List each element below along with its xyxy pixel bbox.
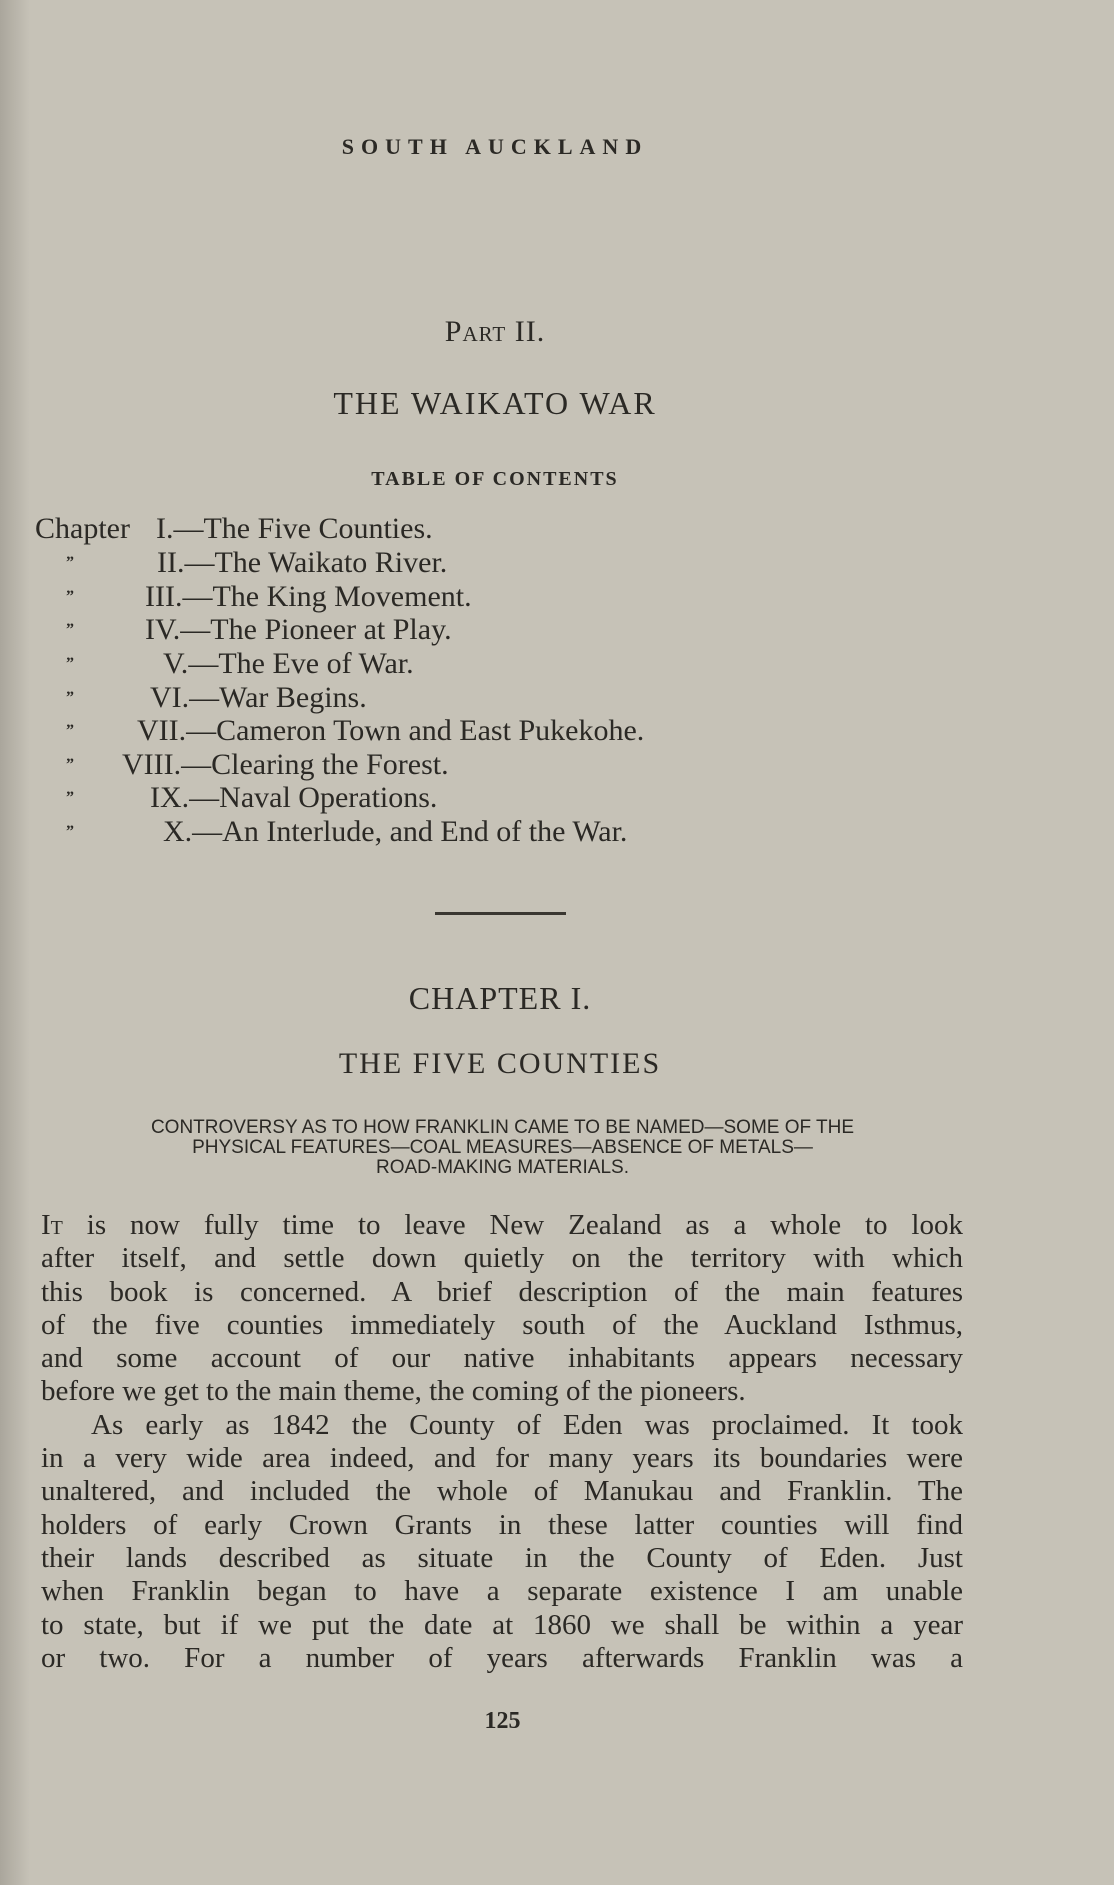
body-text	[41, 1209, 963, 1675]
toc-ditto-mark: ”	[66, 823, 74, 840]
body-line: in a very wide area indeed, and for many years its boundaries were	[41, 1442, 963, 1475]
toc-title: —The King Movement.	[182, 580, 472, 613]
body-line: to state, but if we put the date at 1860 we shall be within a year	[41, 1608, 963, 1641]
section-divider	[435, 912, 566, 915]
body-line	[41, 1209, 963, 1242]
body-line: of the five counties immediately south of the Auckland Isthmus,	[41, 1308, 963, 1341]
body-line: their lands described as situate in the County of Eden. Just	[41, 1541, 963, 1574]
toc-title: —The Waikato River.	[184, 546, 448, 579]
toc-title: —The Pioneer at Play.	[180, 613, 452, 646]
toc-entry	[157, 546, 447, 580]
body-line: unaltered, and included the whole of Manukau and Franklin. The	[41, 1475, 963, 1508]
running-head: SOUTH AUCKLAND	[341, 134, 649, 159]
toc-title: —War Begins.	[189, 681, 367, 714]
toc-numeral: IX.	[150, 781, 190, 814]
book-title: THE WAIKATO WAR	[333, 385, 657, 421]
toc-entry	[145, 580, 472, 614]
toc-numeral: I.	[155, 512, 174, 545]
toc-numeral: VIII.	[122, 748, 182, 781]
chapter-title: CHAPTER I.	[408, 980, 592, 1016]
toc-numeral: II.	[157, 546, 185, 579]
toc-numeral: VI.	[150, 681, 190, 714]
toc-entry	[163, 815, 627, 849]
body-line: holders of early Crown Grants in these latter counties will find	[41, 1508, 963, 1541]
part-title	[0, 315, 990, 349]
toc-ditto-mark: ”	[66, 588, 74, 605]
chapter-subtitle: THE FIVE COUNTIES	[338, 1047, 662, 1080]
toc-ditto-mark: ”	[66, 756, 74, 773]
synopsis-line: CONTROVERSY AS TO HOW FRANKLIN CAME TO BE NAMED—SOME OF THE	[150, 1117, 855, 1138]
body-line-text: is now fully time to leave New Zealand as a whole to look	[62, 1209, 963, 1241]
toc-ditto-mark: ”	[66, 689, 74, 706]
toc-entry	[137, 714, 644, 748]
page-number: 125	[484, 1708, 521, 1734]
toc-entry	[150, 781, 437, 815]
toc-numeral: III.	[145, 580, 183, 613]
toc-ditto-mark: ”	[66, 554, 74, 571]
body-line: after itself, and settle down quietly on the territory with which	[41, 1242, 963, 1275]
part-title-text: Part II.	[444, 315, 546, 348]
chapter-synopsis	[40, 1118, 965, 1178]
toc-title: —The Eve of War.	[188, 647, 414, 680]
toc-chapter-word: Chapter	[35, 512, 130, 545]
toc-title: —An Interlude, and End of the War.	[192, 815, 628, 848]
toc-title: —Naval Operations.	[189, 781, 438, 814]
synopsis-line: PHYSICAL FEATURES—COAL MEASURES—ABSENCE OF METALS—	[192, 1137, 813, 1158]
toc-entry	[150, 681, 367, 715]
toc-title: —Cameron Town and East Pukekohe.	[186, 714, 645, 747]
toc-numeral: X.	[163, 815, 193, 848]
toc-ditto-mark: ”	[66, 621, 74, 638]
body-line: this book is concerned. A brief description of the main features	[41, 1275, 963, 1308]
toc-heading: TABLE OF CONTENTS	[371, 468, 619, 490]
synopsis-line: ROAD-MAKING MATERIALS.	[375, 1157, 629, 1178]
body-line: or two. For a number of years afterwards Franklin was a	[41, 1641, 963, 1674]
toc-title: —The Five Counties.	[173, 512, 433, 545]
toc-ditto-mark: ”	[66, 655, 74, 672]
toc-ditto-mark: ”	[66, 789, 74, 806]
toc-numeral: VII.	[137, 714, 187, 747]
toc-ditto-mark: ”	[66, 722, 74, 739]
toc-entry	[145, 613, 452, 647]
toc-title: —Clearing the Forest.	[181, 748, 449, 781]
page-edge-shadow	[0, 0, 30, 1885]
body-line: and some account of our native inhabitants appears necessary	[41, 1342, 963, 1375]
body-line: before we get to the main theme, the coming of the pioneers.	[41, 1375, 746, 1408]
drop-word: It	[41, 1209, 63, 1241]
toc-numeral: IV.	[145, 613, 181, 646]
body-line: As early as 1842 the County of Eden was proclaimed. It took	[91, 1408, 963, 1441]
toc-numeral: V.	[163, 647, 189, 680]
toc-entry	[163, 647, 414, 681]
toc-entry	[35, 512, 433, 546]
body-line: when Franklin began to have a separate existence I am unable	[41, 1575, 963, 1608]
toc-entry	[122, 748, 449, 782]
